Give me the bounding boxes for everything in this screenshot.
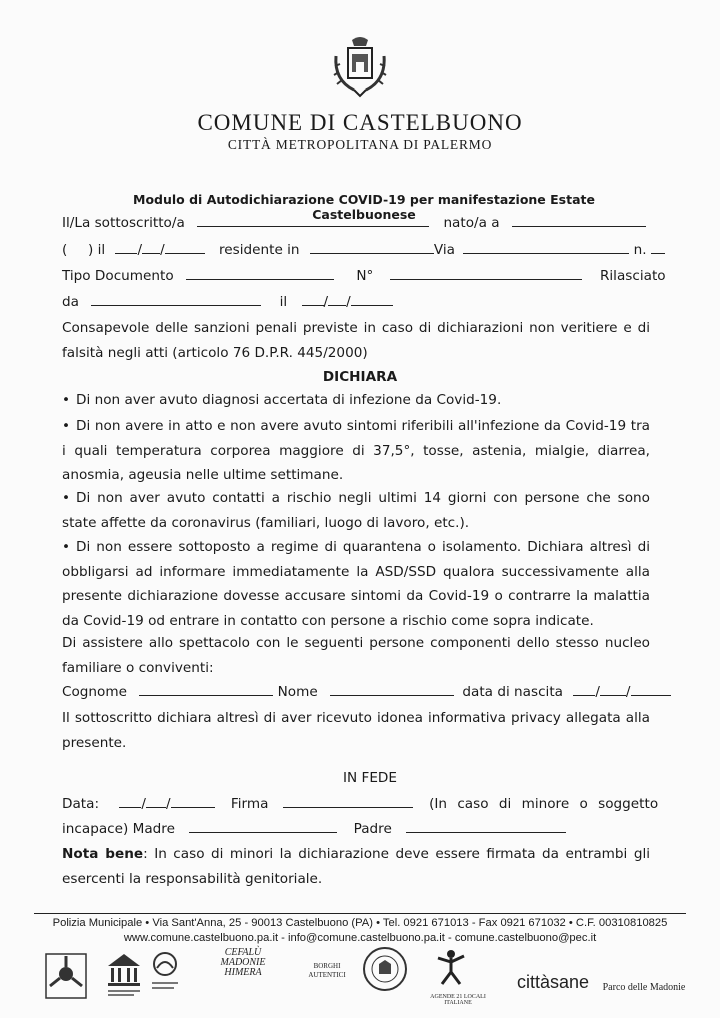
field-birth-year[interactable]: [165, 242, 205, 254]
field-issue-month[interactable]: [328, 294, 346, 306]
footer-web: www.comune.castelbuono.pa.it - info@comune.castelbuono.pa.it - comune.castelbuono@pec.it: [123, 932, 597, 944]
form-row-name: [62, 215, 650, 232]
label-street: Via: [433, 242, 455, 258]
field-document-type[interactable]: [186, 268, 334, 280]
field-issue-year[interactable]: [351, 294, 393, 306]
cittadella-seal-icon: [362, 946, 408, 992]
field-companion-name[interactable]: [330, 684, 454, 696]
cefalu-madonie-himera-logo: CEFALÙ MADONIE HIMERA: [220, 947, 266, 978]
label-issued: Rilasciato: [599, 268, 666, 284]
field-issue-day[interactable]: [302, 294, 324, 306]
field-father[interactable]: [406, 821, 566, 833]
dancer-figure-icon: [430, 946, 472, 988]
field-companion-year[interactable]: [631, 684, 671, 696]
label-born-in: nato/a a: [443, 215, 500, 231]
note-text: : In caso di minori la dichiarazione deve essere firmata da entrambi gli esercenti la responsabilità genitoriale.: [62, 846, 650, 887]
field-document-number[interactable]: [390, 268, 582, 280]
label-province-open: (: [62, 242, 68, 258]
label-resident-in: residente in: [219, 242, 300, 258]
declaration-heading: DICHIARA: [322, 369, 398, 385]
label-father: Padre: [353, 821, 392, 837]
borghi-autentici-logo: BORGHI AUTENTICI: [308, 962, 346, 979]
label-undersigned: Il/La sottoscritto/a: [62, 215, 185, 231]
declaration-item-text: Di non avere in atto e non avere avuto sintomi riferibili all'infezione da Covid-19 tra i quali temperatura corporea maggiore di 37,5°, tosse, astenia, mialgie, diarrea, anosmia, ageusia nelle ultime settimane.: [62, 418, 650, 483]
declaration-item-text: Di non essere sottoposto a regime di quarantena o isolamento. Dichiara altresì di obbligarsi ad informare immediatamente la ASD/SSD qualora successivamente alla presente dichiarazione dovesse accusare sintomi da Covid-19 o contrarre la malattia da Covid-19 od entrare in contatto con persone a rischio come sopra indicate.: [62, 539, 650, 629]
madonie-reserve-icon: [148, 950, 182, 996]
field-signature[interactable]: [283, 796, 413, 808]
label-name: Nome: [277, 684, 318, 700]
label-number: n.: [633, 242, 647, 258]
declaration-item-2: [62, 414, 650, 488]
label-birth-date: ) il: [87, 242, 106, 258]
field-number[interactable]: [651, 242, 665, 254]
attendance-paragraph: Di assistere allo spettacolo con le seguenti persone componenti dello stesso nucleo familiare o conviventi:: [62, 635, 650, 676]
form-row-residence: ( ) il / / residente in Via n.: [62, 242, 650, 259]
awareness-paragraph: Consapevole delle sanzioni penali previste in caso di dichiarazioni non veritiere e di falsità negli atti (articolo 76 D.P.R. 445/2000): [62, 320, 650, 361]
form-heading: Modulo di Autodichiarazione COVID-19 per manifestazione Estate Castelbuonese: [133, 192, 595, 222]
in-good-faith: IN FEDE: [343, 770, 397, 786]
field-birth-day[interactable]: [115, 242, 137, 254]
declaration-item-3: [62, 486, 650, 535]
declaration-item-text: Di non aver avuto diagnosi accertata di infezione da Covid-19.: [76, 392, 502, 408]
label-birth-date-companion: data di nascita: [462, 684, 563, 700]
municipality-title: COMUNE DI CASTELBUONO: [197, 110, 523, 135]
footer-logos: [36, 946, 686, 1008]
form-row-issued-by: da il / /: [62, 294, 650, 311]
field-birthplace[interactable]: [512, 215, 646, 227]
label-signature: Firma: [230, 796, 269, 812]
label-date: Data:: [62, 796, 100, 812]
label-mother: incapace) Madre: [62, 821, 175, 837]
field-undersigned[interactable]: [197, 215, 429, 227]
field-sign-month[interactable]: [146, 796, 166, 808]
agende-21-logo: AGENDE 21 LOCALI ITALIANE: [430, 994, 486, 1006]
field-birth-month[interactable]: [142, 242, 160, 254]
cittasane-logo: cittàsane: [516, 972, 590, 992]
field-residence[interactable]: [310, 242, 434, 254]
field-mother[interactable]: [189, 821, 337, 833]
label-surname: Cognome: [62, 684, 127, 700]
field-companion-month[interactable]: [600, 684, 626, 696]
form-row-signature: Data: / / Firma (In caso di minore o soggetto: [62, 796, 659, 812]
field-issued-by[interactable]: [91, 294, 261, 306]
declaration-item-4: [62, 535, 650, 633]
form-row-document: [62, 268, 666, 285]
form-row-companion: Cognome Nome data di nascita / /: [62, 684, 650, 701]
municipality-subtitle: CITTÀ METROPOLITANA DI PALERMO: [227, 137, 493, 152]
parco-madonie-logo: Parco delle Madonie: [602, 982, 686, 993]
field-sign-year[interactable]: [171, 796, 215, 808]
footer-divider: [34, 913, 686, 914]
label-issued-by: da: [62, 294, 79, 310]
label-minor-note: (In caso di minore o soggetto: [429, 796, 659, 812]
unesco-icon: [104, 950, 144, 1000]
field-street[interactable]: [463, 242, 629, 254]
label-document-number: N°: [356, 268, 374, 284]
note-label: Nota bene: [62, 846, 144, 862]
declaration-item-1: [62, 388, 650, 413]
field-companion-surname[interactable]: [139, 684, 273, 696]
form-row-parents: [62, 821, 650, 838]
declaration-item-text: Di non aver avuto contatti a rischio negli ultimi 14 giorni con persone che sono state affette da coronavirus (familiari, luogo di lavoro, etc.).: [62, 490, 650, 531]
privacy-paragraph: Il sottoscritto dichiara altresì di aver ricevuto idonea informativa privacy allegata alla presente.: [62, 710, 650, 751]
note-paragraph: [62, 842, 650, 891]
footer-contacts: Polizia Municipale • Via Sant'Anna, 25 - 90013 Castelbuono (PA) • Tel. 0921 671013 - Fax 0921 671032 • C.F. 00310810825: [52, 917, 668, 929]
sicily-trinacria-icon: [44, 952, 88, 1000]
label-document-type: Tipo Documento: [62, 268, 174, 284]
municipal-crest-icon: [330, 34, 390, 110]
label-issue-date: il: [279, 294, 288, 310]
field-sign-day[interactable]: [119, 796, 141, 808]
field-companion-day[interactable]: [573, 684, 595, 696]
